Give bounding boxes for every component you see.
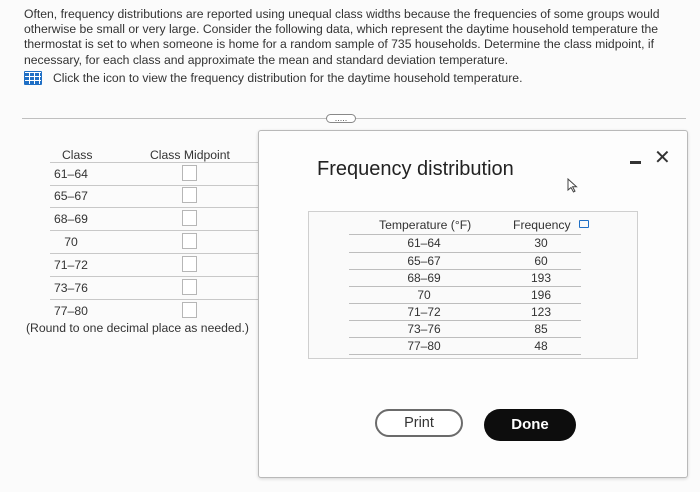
class-label: 71–72 [54, 258, 88, 272]
table-grid-icon[interactable] [24, 71, 42, 85]
table-row [349, 234, 581, 252]
table-row [349, 303, 581, 321]
class-label: 68–69 [54, 212, 88, 226]
table-row [349, 252, 581, 270]
class-row [50, 208, 258, 231]
class-row [50, 254, 258, 277]
temperature-cell: 71–72 [407, 305, 441, 319]
done-button[interactable]: Done [484, 409, 576, 441]
frequency-header-label: Frequency [513, 218, 571, 232]
temperature-cell: 65–67 [407, 254, 441, 268]
frequency-cell: 196 [530, 288, 552, 302]
rounding-note: (Round to one decimal place as needed.) [26, 321, 249, 335]
copy-icon[interactable] [579, 220, 589, 228]
temperature-cell: 68–69 [407, 271, 441, 285]
icon-instruction-text: Click the icon to view the frequency distribution for the daytime household temperature. [53, 71, 523, 85]
question-text: Often, frequency distributions are reported using unequal class widths because the frequencies of some groups would otherwise be small or very large. Consider the following data, which represent the daytime household temperature the thermostat is set to when someone is home for a random sample of 735 households. Determine the class midpoint, if necessary, for each class and approximate the mean and standard deviation temperature. [24, 7, 660, 67]
temperature-header: Temperature (°F) [379, 218, 472, 232]
class-row [50, 162, 258, 186]
class-row [50, 300, 258, 322]
class-label: 70 [64, 235, 78, 249]
table-row [349, 337, 581, 355]
frequency-cell: 193 [530, 271, 552, 285]
frequency-cell: 48 [534, 339, 548, 353]
class-label: 61–64 [54, 167, 88, 181]
frequency-cell: 60 [534, 254, 548, 268]
midpoint-input[interactable] [182, 279, 197, 295]
class-header: Class [62, 148, 93, 162]
table-bottom-rule [349, 354, 581, 355]
frequency-distribution-dialog [258, 130, 688, 478]
temperature-cell: 61–64 [407, 236, 441, 250]
table-row [349, 286, 581, 304]
frequency-cell: 123 [530, 305, 552, 319]
midpoint-input[interactable] [182, 302, 197, 318]
class-midpoint-header: Class Midpoint [150, 148, 230, 162]
class-label: 77–80 [54, 304, 88, 318]
temperature-cell: 70 [417, 288, 431, 302]
frequency-cell: 30 [534, 236, 548, 250]
midpoint-input[interactable] [182, 165, 197, 181]
class-label: 73–76 [54, 281, 88, 295]
class-row [50, 231, 258, 254]
minimize-button[interactable] [629, 155, 643, 169]
frequency-header [513, 218, 589, 232]
print-button[interactable]: Print [375, 409, 463, 437]
class-label: 65–67 [54, 189, 88, 203]
close-button[interactable]: ✕ [654, 147, 671, 169]
expand-handle[interactable]: ..... [326, 114, 356, 123]
midpoint-input[interactable] [182, 256, 197, 272]
temperature-cell: 73–76 [407, 322, 441, 336]
icon-instruction-line [24, 70, 684, 86]
table-row [349, 320, 581, 338]
class-row [50, 277, 258, 300]
table-row [349, 269, 581, 287]
midpoint-input[interactable] [182, 233, 197, 249]
dialog-title: Frequency distribution [317, 158, 514, 180]
midpoint-input[interactable] [182, 210, 197, 226]
frequency-table-panel [308, 211, 638, 359]
class-row [50, 185, 258, 208]
temperature-cell: 77–80 [407, 339, 441, 353]
frequency-cell: 85 [534, 322, 548, 336]
midpoint-input[interactable] [182, 187, 197, 203]
mouse-cursor-icon [566, 178, 580, 194]
